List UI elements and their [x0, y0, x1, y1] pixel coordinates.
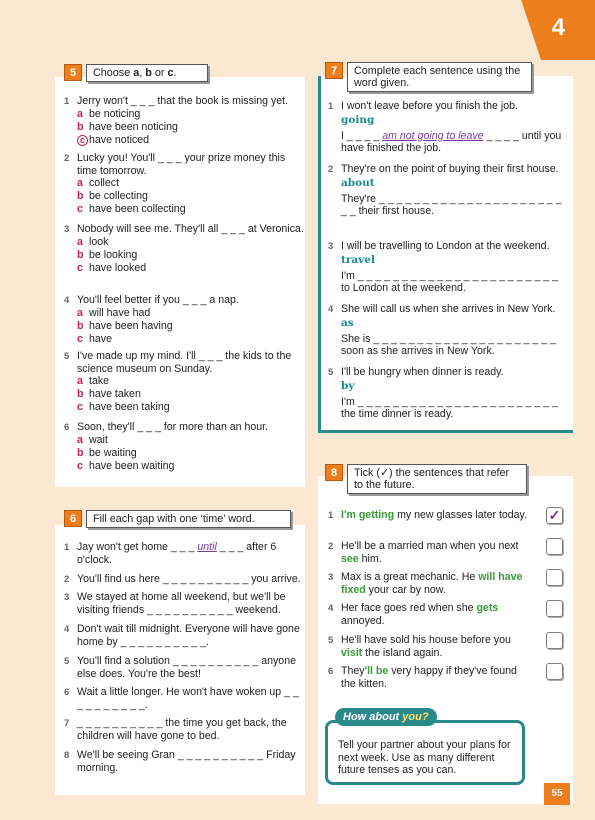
page-number: 55	[544, 783, 570, 805]
answer-line[interactable]: I _ _ _ _ am not going to leave _ _ _ _ until you have finished the job.	[341, 129, 562, 154]
how-about-you-text: Tell your partner about your plans for next week. Use as many different future tenses as you can.	[338, 739, 511, 776]
option-text: have been having	[89, 319, 173, 332]
option-letter: a	[77, 306, 83, 319]
question-item	[64, 223, 304, 275]
answer-option[interactable]	[77, 190, 304, 203]
answer-option[interactable]	[77, 108, 304, 121]
question-item	[64, 717, 304, 742]
question-text: Nobody will see me. They'll all _ _ _ at Veronica.	[77, 223, 304, 235]
question-text: Lucky you! You'll _ _ _ your prize money this time tomorrow.	[77, 152, 286, 177]
question-text: Jay won't get home _ _ _ until _ _ _ after 6 o'clock.	[77, 541, 277, 566]
exercise-8-header	[325, 464, 527, 494]
exercise-title: Choose a, b or c.	[86, 64, 208, 82]
question-item	[64, 623, 304, 648]
question-item	[64, 95, 304, 147]
question-number: 4	[64, 295, 70, 306]
option-letter: b	[77, 248, 84, 261]
answer-option[interactable]	[77, 460, 304, 473]
answer-option[interactable]	[77, 434, 304, 447]
answer-option[interactable]	[77, 375, 304, 388]
option-text: wait	[89, 433, 108, 446]
exercise-title: Complete each sentence using the word given.	[347, 62, 532, 92]
question-text: Soon, they'll _ _ _ for more than an hour.	[77, 421, 269, 433]
question-number: 5	[64, 351, 70, 362]
question-item	[328, 366, 568, 421]
option-letter: b	[77, 120, 84, 133]
question-item	[64, 591, 304, 616]
question-item	[328, 665, 528, 690]
circled-answer-letter: c	[77, 135, 88, 146]
question-number: 2	[328, 541, 334, 552]
question-item	[64, 294, 304, 346]
given-word: by	[341, 379, 355, 392]
question-number: 5	[328, 367, 334, 378]
option-letter: b	[77, 319, 84, 332]
question-text: They'll be very happy if they've found the kitten.	[341, 665, 517, 690]
answer-option[interactable]	[77, 177, 304, 190]
option-text: be noticing	[89, 107, 141, 120]
highlighted-verb: visit	[341, 646, 363, 659]
answer-option[interactable]	[77, 388, 304, 401]
option-text: be collecting	[89, 190, 148, 202]
question-number: 8	[64, 750, 70, 761]
question-item	[64, 421, 304, 473]
option-text: have been collecting	[89, 203, 186, 215]
question-text: Max is a great mechanic. He will have fixed your car by now.	[341, 571, 523, 596]
option-letter: c	[77, 261, 83, 274]
question-number: 1	[328, 510, 334, 521]
exercise-7-header	[325, 62, 532, 92]
highlighted-verb: I'm getting	[341, 509, 395, 521]
given-word: going	[341, 113, 375, 126]
highlighted-verb: will have fixed	[341, 571, 523, 596]
highlighted-verb: 'll be	[364, 665, 389, 677]
question-item	[64, 541, 304, 566]
answer-option[interactable]	[77, 401, 304, 414]
question-item	[64, 749, 304, 774]
exercise-number: 7	[325, 62, 343, 79]
question-item	[328, 571, 528, 596]
option-letter: a	[77, 433, 83, 446]
question-number: 1	[328, 101, 334, 112]
exercise-title: Fill each gap with one ‘time’ word.	[86, 510, 291, 528]
question-number: 4	[328, 304, 334, 315]
option-letter: a	[77, 107, 83, 120]
tick-checkbox[interactable]	[546, 663, 563, 680]
tick-checkbox[interactable]	[546, 632, 563, 649]
question-item	[328, 602, 528, 627]
tick-checkbox[interactable]	[546, 507, 563, 524]
option-text: look	[89, 235, 109, 248]
option-letter: b	[77, 190, 84, 202]
question-number: 3	[64, 224, 70, 235]
question-number: 3	[64, 592, 70, 603]
given-word: about	[341, 176, 375, 189]
question-number: 2	[64, 574, 70, 585]
question-number: 5	[64, 656, 70, 667]
question-number: 2	[64, 153, 70, 164]
question-item	[328, 540, 528, 565]
question-text: You'll find us here _ _ _ _ _ _ _ _ _ _ you arrive.	[77, 573, 301, 585]
exercise-number: 6	[64, 510, 82, 527]
exercise-number: 5	[64, 64, 82, 81]
question-text: I'll be hungry when dinner is ready.	[341, 366, 504, 378]
question-text: She will call us when she arrives in New York.	[341, 303, 556, 315]
question-text: I'm getting my new glasses later today.	[341, 509, 528, 521]
question-number: 2	[328, 164, 334, 175]
question-item	[328, 634, 528, 659]
highlighted-verb: gets	[476, 602, 499, 614]
answer-line[interactable]: They're _ _ _ _ _ _ _ _ _ _ _ _ _ _ _ _ _ _ _ _ _ _ _ their first house.	[341, 192, 562, 217]
option-text: have	[89, 332, 112, 345]
question-item	[64, 573, 304, 586]
option-letter: a	[77, 375, 83, 387]
question-number: 4	[64, 624, 70, 635]
question-number: 6	[64, 422, 70, 433]
question-text: They're on the point of buying their first house.	[341, 163, 559, 175]
option-text: have noticed	[89, 133, 150, 146]
option-text: collect	[89, 177, 120, 189]
question-number: 7	[64, 718, 70, 729]
question-number: 6	[328, 666, 334, 677]
option-letter: c	[77, 459, 83, 472]
option-text: be waiting	[89, 446, 137, 459]
question-item	[64, 350, 304, 414]
question-item	[328, 163, 568, 218]
answer-option[interactable]	[77, 333, 304, 346]
question-text: He'll have sold his house before you visit the island again.	[341, 634, 511, 659]
unit-number: 4	[551, 14, 565, 41]
answer-option[interactable]	[77, 236, 304, 249]
answer-option[interactable]	[77, 307, 304, 320]
question-number: 1	[64, 96, 70, 107]
question-text: I will be travelling to London at the weekend.	[341, 240, 550, 252]
question-item	[64, 152, 304, 216]
question-text: _ _ _ _ _ _ _ _ _ _ the time you get back, the children will have gone to bed.	[77, 717, 287, 742]
option-text: take	[89, 375, 110, 387]
answer-option[interactable]	[77, 134, 304, 147]
question-text: Don't wait till midnight. Everyone will have gone home by _ _ _ _ _ _ _ _ _ _.	[77, 623, 300, 648]
question-text: Wait a little longer. He won't have woken up _ _ _ _ _ _ _ _ _ _.	[77, 686, 299, 711]
option-letter: c	[77, 332, 83, 345]
exercise-title: Tick (✓) the sentences that refer to the future.	[347, 464, 527, 494]
question-text: We'll be seeing Gran _ _ _ _ _ _ _ _ _ _ Friday morning.	[77, 749, 296, 774]
sample-answer: until	[197, 541, 217, 553]
tick-checkbox[interactable]	[546, 600, 563, 617]
question-item	[328, 240, 568, 295]
question-text: I won't leave before you finish the job.	[341, 100, 518, 112]
sample-answer: am not going to leave	[382, 129, 484, 142]
answer-option[interactable]	[77, 203, 304, 216]
option-letter: b	[77, 388, 84, 400]
option-text: have looked	[89, 261, 147, 274]
question-item	[328, 509, 528, 522]
exercise-5-header	[64, 64, 208, 82]
answer-line[interactable]: I'm _ _ _ _ _ _ _ _ _ _ _ _ _ _ _ _ _ _ _ _ _ _ _ to London at the weekend.	[341, 269, 558, 294]
question-text: You'll find a solution _ _ _ _ _ _ _ _ _ _ anyone else does. You're the best!	[77, 655, 296, 680]
option-letter: a	[77, 177, 83, 189]
how-about-you-title: How about you?	[335, 708, 437, 726]
question-item	[64, 686, 304, 711]
question-item	[328, 303, 568, 358]
option-text: have been noticing	[89, 120, 178, 133]
unit-tab	[505, 0, 595, 60]
answer-option[interactable]	[77, 320, 304, 333]
option-letter: b	[77, 446, 84, 459]
question-text: You'll feel better if you _ _ _ a nap.	[77, 294, 239, 306]
question-text: He'll be a married man when you next see him.	[341, 540, 519, 565]
question-item	[64, 655, 304, 680]
question-number: 1	[64, 542, 70, 553]
question-text: We stayed at home all weekend, but we'll be visiting friends _ _ _ _ _ _ _ _ _ _ weekend.	[77, 591, 286, 616]
exercise-6-header	[64, 510, 291, 528]
option-text: have taken	[89, 388, 141, 400]
answer-option[interactable]	[77, 447, 304, 460]
answer-option[interactable]	[77, 249, 304, 262]
given-word: as	[341, 316, 354, 329]
option-text: be looking	[89, 248, 138, 261]
tick-checkbox[interactable]	[546, 569, 563, 586]
option-text: will have had	[89, 306, 151, 319]
exercise-number: 8	[325, 464, 343, 481]
option-text: have been taking	[89, 401, 170, 413]
question-number: 3	[328, 572, 334, 583]
how-about-you-box	[325, 720, 525, 785]
option-letter: a	[77, 235, 83, 248]
answer-option[interactable]	[77, 262, 304, 275]
tick-checkbox[interactable]	[546, 538, 563, 555]
question-item	[328, 100, 568, 155]
question-number: 5	[328, 635, 334, 646]
question-text: Jerry won't _ _ _ that the book is missing yet.	[77, 95, 289, 107]
question-number: 6	[64, 687, 70, 698]
given-word: travel	[341, 253, 375, 266]
question-text: I've made up my mind. I'll _ _ _ the kids to the science museum on Sunday.	[77, 350, 292, 375]
option-text: have been waiting	[89, 459, 175, 472]
check-icon: ✓	[548, 507, 561, 523]
option-letter: c	[77, 401, 83, 413]
answer-option[interactable]	[77, 121, 304, 134]
question-text: Her face goes red when she gets annoyed.	[341, 602, 499, 627]
question-number: 4	[328, 603, 334, 614]
option-letter: c	[77, 203, 83, 215]
highlighted-verb: see	[341, 552, 359, 565]
answer-line[interactable]: I'm _ _ _ _ _ _ _ _ _ _ _ _ _ _ _ _ _ _ _ _ _ _ _ the time dinner is ready.	[341, 395, 558, 420]
answer-line[interactable]: She is _ _ _ _ _ _ _ _ _ _ _ _ _ _ _ _ _ _ _ _ _ soon as she arrives in New York.	[341, 332, 556, 357]
question-number: 3	[328, 241, 334, 252]
